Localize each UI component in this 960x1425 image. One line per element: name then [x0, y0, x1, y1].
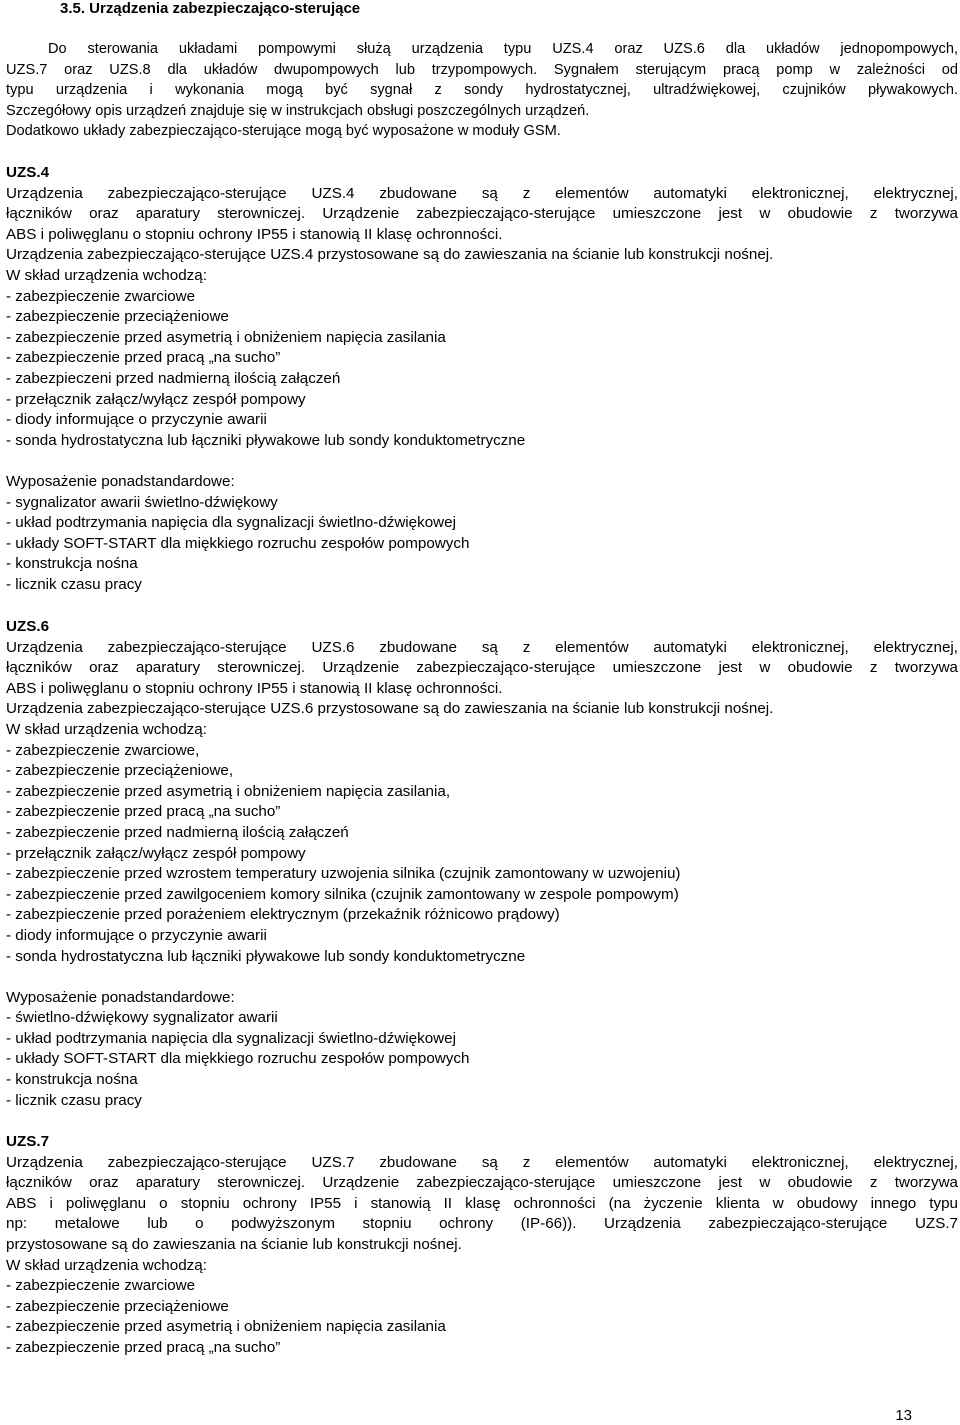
- uzs4-components-label: W skład urządzenia wchodzą:: [6, 266, 207, 284]
- intro-line: Szczegółowy opis urządzeń znajduje się w instrukcjach obsługi poszczególnych urządzeń.: [6, 102, 590, 119]
- section-heading: 3.5. Urządzenia zabezpieczająco-sterujące: [60, 0, 361, 17]
- list-item: - licznik czasu pracy: [6, 1091, 142, 1109]
- list-item: - licznik czasu pracy: [6, 575, 142, 593]
- uzs4-section: [6, 163, 958, 595]
- uzs4-components-list: [6, 287, 958, 452]
- list-item: - przełącznik załącz/wyłącz zespół pompowy: [6, 390, 306, 408]
- list-item: - zabezpieczenie przed pracą „na sucho”: [6, 1338, 281, 1356]
- list-item: - zabezpieczenie przed wzrostem temperatury uzwojenia silnika (czujnik zamontowany w uzwojeniu): [6, 865, 681, 883]
- list-item: - zabezpieczenie przed asymetrią i obniżeniem napięcia zasilania: [6, 1318, 446, 1336]
- list-item: - zabezpieczenie zwarciowe: [6, 1277, 196, 1295]
- list-item: - zabezpieczenie zwarciowe,: [6, 741, 200, 759]
- list-item: - zabezpieczenie przeciążeniowe: [6, 308, 229, 326]
- uzs4-desc-line: Urządzenia zabezpieczająco-sterujące UZS.4 przystosowane są do zawieszania na ścianie lub konstrukcji nośnej.: [6, 246, 774, 264]
- list-item: - układ podtrzymania napięcia dla sygnalizacji świetlno-dźwiękowej: [6, 514, 456, 532]
- uzs4-desc-line: Urządzenia zabezpieczająco-sterujące UZS.4 zbudowane są z elementów automatyki elektronicznej, elektrycznej,: [6, 184, 958, 202]
- uzs4-desc-line: łączników oraz aparatury sterowniczej. Urządzenie zabezpieczająco-sterujące umieszczone jest w obudowie z tworzywa: [6, 205, 958, 223]
- uzs7-desc-line: łączników oraz aparatury sterowniczej. Urządzenie zabezpieczająco-sterujące umieszczone jest w obudowie z tworzywa: [6, 1174, 958, 1192]
- list-item: - zabezpieczenie przed nadmierną ilością załączeń: [6, 823, 349, 841]
- list-item: - sygnalizator awarii świetlno-dźwiękowy: [6, 493, 278, 511]
- uzs7-title: UZS.7: [6, 1133, 50, 1150]
- uzs7-components-list: [6, 1276, 958, 1358]
- uzs6-desc-line: ABS i poliwęglanu o stopniu ochrony IP55 i stanowią II klasę ochronności.: [6, 679, 503, 697]
- intro-line: Dodatkowo układy zabezpieczająco-sterujące mogą być wyposażone w moduły GSM.: [6, 123, 561, 140]
- uzs4-title: UZS.4: [6, 164, 50, 181]
- uzs6-extras-list: [6, 1008, 958, 1111]
- uzs7-section: [6, 1132, 958, 1359]
- uzs6-section: [6, 617, 958, 1111]
- list-item: - zabezpieczenie przed asymetrią i obniżeniem napięcia zasilania: [6, 328, 446, 346]
- page-number: 13: [895, 1407, 912, 1424]
- intro-paragraph: [6, 39, 958, 142]
- intro-line: typu urządzenia i wykonania mogą być sygnał z sondy hydrostatycznej, ultradźwiękowej, czujników pływakowych.: [6, 82, 958, 99]
- uzs4-extras-list: [6, 493, 958, 596]
- list-item: - zabezpieczenie przeciążeniowe: [6, 1297, 229, 1315]
- list-item: - zabezpieczenie zwarciowe: [6, 287, 196, 305]
- list-item: - konstrukcja nośna: [6, 555, 138, 573]
- list-item: - zabezpieczeni przed nadmierną ilością załączeń: [6, 369, 341, 387]
- list-item: - konstrukcja nośna: [6, 1071, 138, 1089]
- uzs4-desc-line: ABS i poliwęglanu o stopniu ochrony IP55 i stanowią II klasę ochronności.: [6, 225, 503, 243]
- uzs6-desc-line: łączników oraz aparatury sterowniczej. Urządzenie zabezpieczająco-sterujące umieszczone jest w obudowie z tworzywa: [6, 659, 958, 677]
- list-item: - zabezpieczenie przed pracą „na sucho”: [6, 349, 281, 367]
- list-item: - sonda hydrostatyczna lub łączniki pływakowe lub sondy konduktometryczne: [6, 947, 526, 965]
- list-item: - układ podtrzymania napięcia dla sygnalizacji świetlno-dźwiękowej: [6, 1029, 456, 1047]
- uzs4-extras-label: Wyposażenie ponadstandardowe:: [6, 472, 235, 490]
- list-item: - zabezpieczenie przeciążeniowe,: [6, 762, 234, 780]
- list-item: - zabezpieczenie przed asymetrią i obniżeniem napięcia zasilania,: [6, 782, 451, 800]
- list-item: - zabezpieczenie przed zawilgoceniem komory silnika (czujnik zamontowany w zespole pompowym): [6, 885, 679, 903]
- uzs6-components-label: W skład urządzenia wchodzą:: [6, 720, 207, 738]
- list-item: - sonda hydrostatyczna lub łączniki pływakowe lub sondy konduktometryczne: [6, 431, 526, 449]
- list-item: - układy SOFT-START dla miękkiego rozruchu zespołów pompowych: [6, 1050, 470, 1068]
- list-item: - przełącznik załącz/wyłącz zespół pompowy: [6, 844, 306, 862]
- list-item: - zabezpieczenie przed porażeniem elektrycznym (przekaźnik różnicowo prądowy): [6, 906, 560, 924]
- uzs7-desc-line: Urządzenia zabezpieczająco-sterujące UZS.7 zbudowane są z elementów automatyki elektronicznej, elektrycznej,: [6, 1153, 958, 1171]
- uzs7-desc-line: ABS i poliwęglanu o stopniu ochrony IP55 i stanowią II klasę ochronności (na życzenie klienta w obudowy innego typu: [6, 1194, 958, 1212]
- uzs7-desc-line: np: metalowe lub o podwyższonym stopniu ochrony (IP-66)). Urządzenia zabezpieczająco-sterujące UZS.7: [6, 1215, 958, 1233]
- intro-line: UZS.7 oraz UZS.8 dla układów dwupompowych lub trzypompowych. Sygnałem sterującym pracą pomp w zależności od: [6, 61, 958, 78]
- uzs6-desc-line: Urządzenia zabezpieczająco-sterujące UZS.6 zbudowane są z elementów automatyki elektronicznej, elektrycznej,: [6, 638, 958, 656]
- intro-line: Do sterowania układami pompowymi służą urządzenia typu UZS.4 oraz UZS.6 dla układów jednopompowych,: [48, 41, 958, 57]
- list-item: - zabezpieczenie przed pracą „na sucho”: [6, 803, 281, 821]
- uzs6-title: UZS.6: [6, 618, 50, 635]
- list-item: - świetlno-dźwiękowy sygnalizator awarii: [6, 1009, 278, 1027]
- list-item: - diody informujące o przyczynie awarii: [6, 411, 267, 429]
- uzs7-desc-line: przystosowane są do zawieszania na ścianie lub konstrukcji nośnej.: [6, 1235, 462, 1253]
- uzs6-components-list: [6, 741, 958, 968]
- uzs6-extras-label: Wyposażenie ponadstandardowe:: [6, 988, 235, 1006]
- list-item: - diody informujące o przyczynie awarii: [6, 926, 267, 944]
- list-item: - układy SOFT-START dla miękkiego rozruchu zespołów pompowych: [6, 534, 470, 552]
- uzs6-desc-line: Urządzenia zabezpieczająco-sterujące UZS.6 przystosowane są do zawieszania na ścianie lub konstrukcji nośnej.: [6, 700, 774, 718]
- uzs7-components-label: W skład urządzenia wchodzą:: [6, 1256, 207, 1274]
